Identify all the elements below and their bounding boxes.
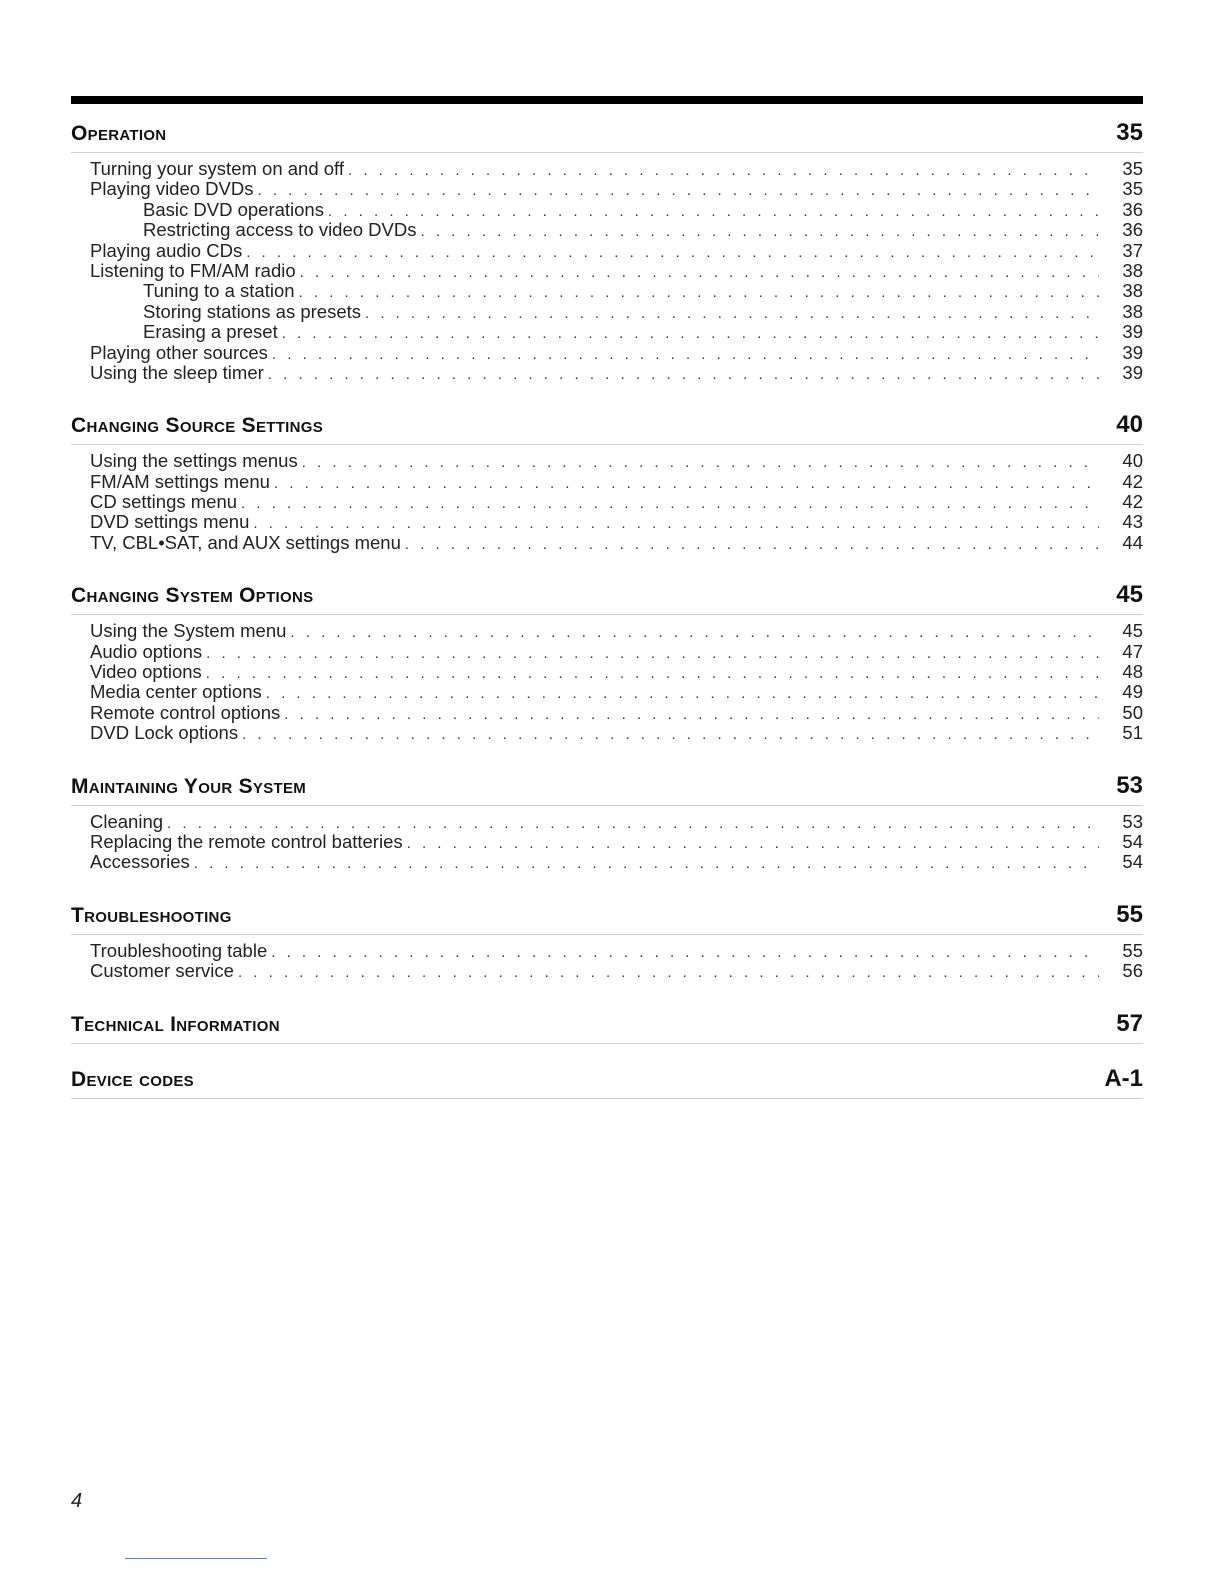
toc-entry-label: Basic DVD operations <box>143 198 324 220</box>
dot-leader <box>421 222 1100 242</box>
toc-entry-list <box>71 935 1143 982</box>
dot-leader <box>271 943 1099 963</box>
toc-entry-label: Media center options <box>90 681 262 703</box>
section-title: Changing Source Settings <box>71 414 324 438</box>
toc-entry-page: 36 <box>1122 219 1143 241</box>
dot-leader <box>348 161 1099 181</box>
section-title: Troubleshooting <box>71 903 232 927</box>
dot-leader <box>206 664 1099 684</box>
toc-entry[interactable] <box>71 941 1143 961</box>
toc-entry[interactable] <box>71 723 1143 743</box>
toc-entry[interactable] <box>71 343 1143 363</box>
toc-section-heading[interactable] <box>71 574 1143 615</box>
toc-entry-label: DVD Lock options <box>90 722 239 744</box>
toc-entry[interactable] <box>71 159 1143 179</box>
toc-section <box>71 112 1143 383</box>
toc-entry-label: Turning your system on and off <box>90 158 344 179</box>
dot-leader <box>266 684 1099 704</box>
dot-leader <box>300 263 1099 283</box>
section-title: Changing System Options <box>71 584 314 608</box>
toc-entry-label: Listening to FM/AM radio <box>90 259 296 281</box>
toc-entry[interactable] <box>71 512 1143 532</box>
toc-entry[interactable] <box>71 852 1143 872</box>
toc-section <box>71 404 1143 553</box>
toc-section-heading[interactable] <box>71 1003 1143 1044</box>
section-page-number: 53 <box>1116 771 1143 799</box>
toc-entry-label: Customer service <box>90 960 234 982</box>
section-title: Technical Information <box>71 1012 280 1036</box>
toc-entry-label: Tuning to a station <box>143 280 295 302</box>
toc-entry-page: 43 <box>1122 511 1143 533</box>
toc-entry[interactable] <box>71 220 1143 240</box>
toc-entry[interactable] <box>71 200 1143 220</box>
toc-entry[interactable] <box>71 322 1143 342</box>
toc-entry[interactable] <box>71 472 1143 492</box>
toc-section-heading[interactable] <box>71 404 1143 445</box>
toc-entry-label: Using the settings menus <box>90 450 298 472</box>
toc-entry-label: FM/AM settings menu <box>90 470 270 492</box>
toc-entry[interactable] <box>71 261 1143 281</box>
section-page-number: 45 <box>1116 581 1143 609</box>
toc-entry[interactable] <box>71 961 1143 981</box>
toc-entry-page: 38 <box>1122 280 1143 302</box>
toc-entry-label: Using the sleep timer <box>90 361 264 383</box>
toc-section <box>71 1003 1143 1044</box>
toc-entry[interactable] <box>71 281 1143 301</box>
toc-entry-page: 36 <box>1122 198 1143 220</box>
toc-entry-page: 50 <box>1122 701 1143 723</box>
toc-entry[interactable] <box>71 682 1143 702</box>
toc-entry-page: 55 <box>1122 939 1143 961</box>
section-page-number: 55 <box>1116 900 1143 928</box>
page-number: 4 <box>71 1490 83 1512</box>
dot-leader <box>258 181 1100 201</box>
toc-entry-label: Playing other sources <box>90 341 268 363</box>
toc-entry-label: Playing video DVDs <box>90 178 254 200</box>
toc-entry-page: 39 <box>1122 341 1143 363</box>
toc-section <box>71 894 1143 982</box>
dot-leader <box>242 725 1099 745</box>
toc-entry[interactable] <box>71 533 1143 553</box>
dot-leader <box>194 854 1099 874</box>
dot-leader <box>238 963 1099 983</box>
toc-entry-label: TV, CBL•SAT, and AUX settings menu <box>90 531 401 553</box>
toc-section-heading[interactable] <box>71 894 1143 935</box>
toc-entry-list <box>71 153 1143 383</box>
toc-entry-page: 37 <box>1122 239 1143 261</box>
toc-entry-page: 54 <box>1122 830 1143 852</box>
toc-entry-label: Remote control options <box>90 701 281 723</box>
toc-entry-label: Erasing a preset <box>143 321 278 343</box>
toc-entry[interactable] <box>71 241 1143 261</box>
toc-entry[interactable] <box>71 451 1143 471</box>
toc-entry-label: Storing stations as presets <box>143 300 361 322</box>
dot-leader <box>268 365 1099 385</box>
toc-entry[interactable] <box>71 363 1143 383</box>
dot-leader <box>246 243 1099 263</box>
toc-entry-page: 42 <box>1122 491 1143 513</box>
toc-entry-label: Cleaning <box>90 810 164 832</box>
toc-section <box>71 1058 1143 1099</box>
dot-leader <box>274 474 1099 494</box>
dot-leader <box>241 494 1099 514</box>
toc-section-heading[interactable] <box>71 112 1143 153</box>
toc-entry-page: 35 <box>1122 178 1143 200</box>
section-page-number: 57 <box>1116 1009 1143 1037</box>
dot-leader <box>405 535 1099 555</box>
toc-entry-page: 49 <box>1122 681 1143 703</box>
toc-entry[interactable] <box>71 832 1143 852</box>
toc-entry-page: 45 <box>1122 620 1143 642</box>
dot-leader <box>299 283 1099 303</box>
dot-leader <box>272 345 1099 365</box>
toc-entry-page: 56 <box>1122 960 1143 982</box>
toc-entry-list <box>71 806 1143 873</box>
dot-leader <box>302 453 1099 473</box>
footer-link-underline <box>125 1558 267 1559</box>
toc-entry-label: Audio options <box>90 640 203 662</box>
dot-leader <box>328 202 1099 222</box>
dot-leader <box>284 705 1099 725</box>
table-of-contents <box>71 112 1143 1099</box>
toc-entry-page: 35 <box>1122 158 1143 179</box>
section-title: Operation <box>71 122 167 145</box>
toc-entry[interactable] <box>71 642 1143 662</box>
toc-entry-page: 51 <box>1122 722 1143 744</box>
section-page-number: 35 <box>1116 119 1143 146</box>
dot-leader <box>407 834 1099 854</box>
toc-entry-page: 53 <box>1122 810 1143 832</box>
top-rule <box>71 96 1143 104</box>
dot-leader <box>290 623 1099 643</box>
toc-entry[interactable] <box>71 492 1143 512</box>
toc-section-heading[interactable] <box>71 765 1143 806</box>
section-title: Maintaining Your System <box>71 774 307 798</box>
toc-entry-page: 47 <box>1122 640 1143 662</box>
toc-entry-label: DVD settings menu <box>90 511 250 533</box>
toc-entry-page: 39 <box>1122 321 1143 343</box>
toc-entry[interactable] <box>71 662 1143 682</box>
toc-section <box>71 765 1143 873</box>
toc-entry-label: Video options <box>90 661 202 683</box>
toc-entry-list <box>71 615 1143 743</box>
toc-entry-label: Accessories <box>90 851 190 873</box>
dot-leader <box>206 644 1099 664</box>
toc-entry-label: Using the System menu <box>90 620 287 642</box>
toc-entry[interactable] <box>71 302 1143 322</box>
toc-entry-page: 44 <box>1122 531 1143 553</box>
toc-entry-label: CD settings menu <box>90 491 238 513</box>
toc-entry-list <box>71 445 1143 553</box>
toc-entry-page: 54 <box>1122 851 1143 873</box>
toc-entry[interactable] <box>71 812 1143 832</box>
toc-entry[interactable] <box>71 703 1143 723</box>
toc-entry-label: Troubleshooting table <box>90 939 268 961</box>
section-page-number: 40 <box>1116 411 1143 439</box>
toc-entry-page: 42 <box>1122 470 1143 492</box>
toc-entry-label: Playing audio CDs <box>90 239 243 261</box>
toc-entry-label: Replacing the remote control batteries <box>90 830 403 852</box>
section-title: Device codes <box>71 1067 194 1091</box>
toc-entry[interactable] <box>71 179 1143 199</box>
toc-entry-page: 38 <box>1122 300 1143 322</box>
toc-section-heading[interactable] <box>71 1058 1143 1099</box>
toc-section <box>71 574 1143 743</box>
toc-entry-page: 48 <box>1122 661 1143 683</box>
toc-entry-page: 38 <box>1122 259 1143 281</box>
toc-entry-page: 40 <box>1122 450 1143 472</box>
toc-entry-label: Restricting access to video DVDs <box>143 219 417 241</box>
dot-leader <box>282 324 1099 344</box>
toc-entry-page: 39 <box>1122 361 1143 383</box>
dot-leader <box>365 304 1099 324</box>
section-page-number: A-1 <box>1104 1064 1143 1092</box>
toc-entry[interactable] <box>71 621 1143 641</box>
